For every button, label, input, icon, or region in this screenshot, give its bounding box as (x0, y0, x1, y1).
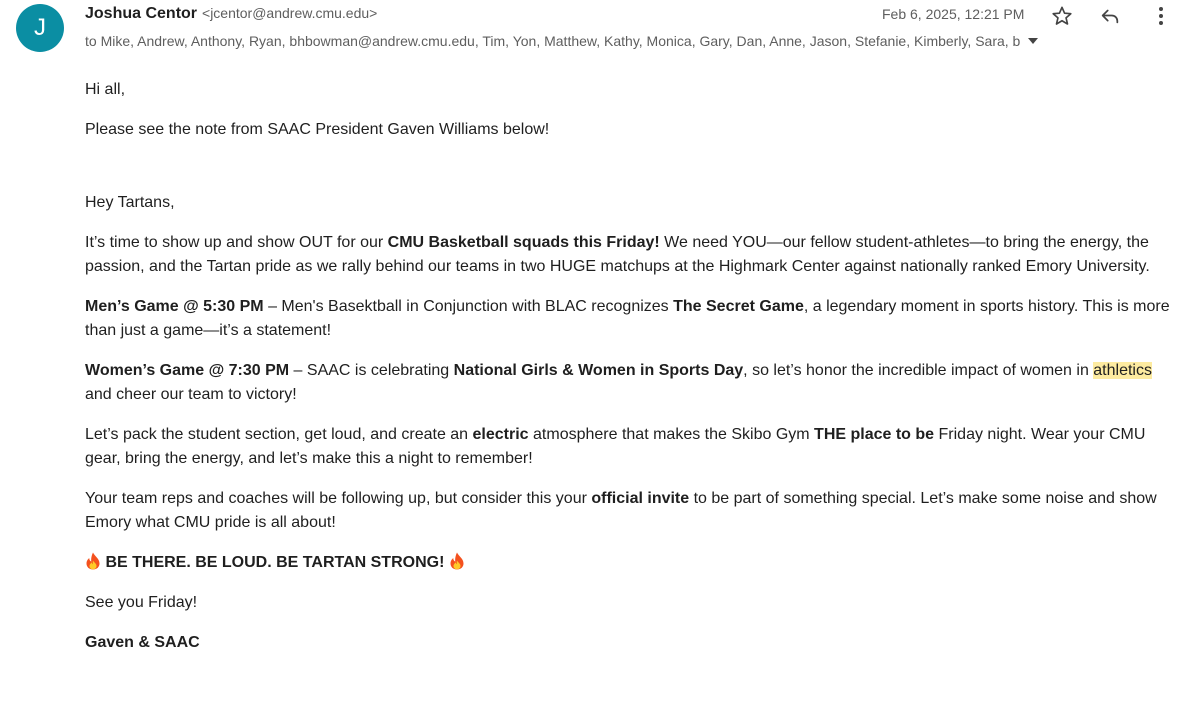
bold-text: National Girls & Women in Sports Day (453, 362, 744, 379)
hey-line: Hey Tartans, (85, 194, 175, 211)
sender-line (85, 5, 377, 27)
text: and cheer our team to victory! (85, 386, 297, 403)
slogan-text: BE THERE. BE LOUD. BE TARTAN STRONG! (101, 554, 449, 571)
sender-name[interactable]: Joshua Centor (85, 5, 198, 22)
sender-avatar[interactable]: J (16, 4, 64, 52)
paragraph-official-invite (85, 487, 1180, 535)
highlighted-word: athletics (1093, 362, 1152, 379)
text: – SAAC is celebrating (289, 362, 454, 379)
fire-icon (449, 552, 465, 570)
reply-icon[interactable] (1097, 3, 1123, 29)
sender-email: <jcentor@andrew.cmu.edu> (202, 5, 378, 21)
text: to be part of something special. Let’s make some noise and show Emory what CMU pride is all about! (85, 490, 1157, 531)
text: We need YOU—our fellow student-athletes—to bring the energy, the passion, and the Tartan pride as we rally behind our teams in two HUGE matchups at the Highmark Center against nationally ranked Emory University. (85, 234, 1150, 275)
paragraph-mens-game (85, 295, 1180, 343)
more-vert-icon[interactable] (1148, 3, 1174, 29)
signature-line (85, 631, 1180, 655)
bold-text: THE place to be (814, 426, 935, 443)
text: Let’s pack the student section, get loud, and create an (85, 426, 473, 443)
text: – Men's Basektball in Conjunction with BLAC recognizes (263, 298, 674, 315)
message-body (85, 78, 1180, 671)
slogan-line (85, 551, 1180, 575)
recipients-list: to Mike, Andrew, Anthony, Ryan, bhbowman@andrew.cmu.edu, Tim, Yon, Matthew, Kathy, Monica, Gary, Dan, Anne, Jason, Stefanie, Kimberly, Sara, b (85, 33, 1021, 49)
recipients-line (85, 31, 1095, 51)
text: Friday night. Wear your CMU gear, bring the energy, and let’s make this a night to remember! (85, 426, 1146, 467)
paragraph-student-section (85, 423, 1180, 471)
intro-line: Please see the note from SAAC President Gaven Williams below! (85, 121, 550, 138)
message-date: Feb 6, 2025, 12:21 PM (882, 6, 1025, 22)
bold-text: CMU Basketball squads this Friday! (387, 234, 660, 251)
star-icon[interactable] (1049, 3, 1075, 29)
text: , a legendary moment in sports history. This is more than just a game—it’s a statement! (85, 298, 1170, 339)
text: It’s time to show up and show OUT for our (85, 234, 388, 251)
fire-icon (85, 552, 101, 570)
bold-text: Men’s Game @ 5:30 PM (85, 298, 264, 315)
chevron-down-icon[interactable] (1028, 36, 1038, 47)
signature-name: Gaven & SAAC (85, 634, 200, 651)
paragraph-womens-game (85, 359, 1180, 407)
bold-text: Women’s Game @ 7:30 PM (85, 362, 290, 379)
greeting: Hi all, (85, 81, 126, 98)
text: , so let’s honor the incredible impact of women in (743, 362, 1094, 379)
paragraph-call-to-action (85, 231, 1180, 279)
bold-text: electric (472, 426, 529, 443)
bold-text: official invite (591, 490, 690, 507)
text: Your team reps and coaches will be following up, but consider this your (85, 490, 592, 507)
bold-text: The Secret Game (673, 298, 804, 315)
signoff-line: See you Friday! (85, 594, 198, 611)
text: atmosphere that makes the Skibo Gym (528, 426, 815, 443)
